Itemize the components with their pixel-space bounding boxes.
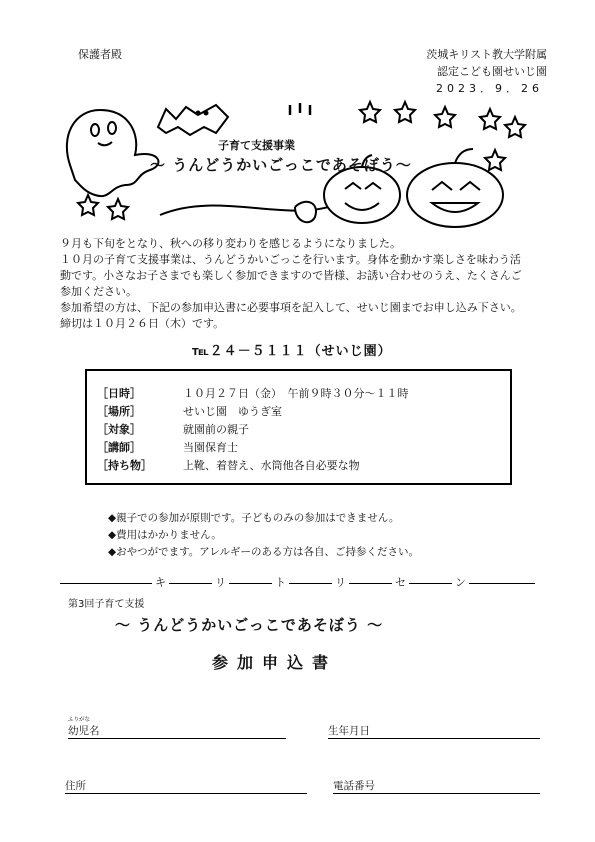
info-value: 就園前の親子 xyxy=(183,423,249,436)
kindergarten-name: 認定こども園せいじ園 xyxy=(437,65,547,78)
issue-date: 2023．9．26 xyxy=(436,82,543,95)
event-subtitle: 子育て支援事業 xyxy=(218,139,295,152)
sparkle-marks xyxy=(290,103,310,115)
event-info-box xyxy=(85,369,512,485)
cut-line-char: セ xyxy=(392,576,409,590)
note-item: ◆おやつがでます。アレルギーのある方は各自、ご持参ください。 xyxy=(108,546,420,558)
info-row-belongings xyxy=(97,459,360,473)
organization-name: 茨城キリスト教大学附属 xyxy=(426,48,547,61)
note-item: ◆親子での参加が原則です。子どものみの参加はできません。 xyxy=(108,512,400,524)
phone-number: ℡２４－５１１１（せいじ園） xyxy=(192,344,392,359)
cut-line-char: リ xyxy=(332,576,349,590)
info-row-instructor xyxy=(97,441,238,455)
event-title: ～ うんどうかいごっこであそぼう～ xyxy=(150,156,412,174)
cut-line-char: リ xyxy=(212,576,229,590)
address-field[interactable] xyxy=(65,793,307,794)
info-label: ［講師］ xyxy=(97,441,141,454)
phone-label: 電話番号 xyxy=(333,780,375,792)
info-label: ［対象］ xyxy=(97,423,141,436)
body-paragraph-line: 参加希望の方は、下記の参加申込書に必要事項を記入して、せいじ園までお申し込み下さい。 xyxy=(60,301,522,314)
address-label: 住所 xyxy=(65,780,86,792)
info-row-place xyxy=(97,405,282,419)
info-value: １０月２７日（金） 午前９時３０分～１１時 xyxy=(183,387,409,400)
body-paragraph-line: 動です。小さなお子さまでも楽しく参加できますので皆様、お誘い合わせのうえ、たくさんご xyxy=(60,269,522,282)
birthdate-label: 生年月日 xyxy=(328,725,370,737)
info-row-datetime xyxy=(97,387,409,401)
info-label: ［場所］ xyxy=(97,405,141,418)
info-value: 上靴、着替え、水筒他各自必要な物 xyxy=(183,459,360,472)
body-paragraph-line: ９月も下旬をとなり、秋への移り変わりを感じるようになりました。 xyxy=(60,237,401,250)
bat-icon xyxy=(158,105,228,135)
info-row-target xyxy=(97,423,249,437)
form-title: ～ うんどうかいごっこであそぼう ～ xyxy=(115,616,384,634)
child-name-ruby: ふりがな xyxy=(68,717,91,723)
body-paragraph-line: 参加ください。 xyxy=(60,285,137,298)
birthdate-field[interactable] xyxy=(328,738,540,739)
form-subtitle: 第3回子育て支援 xyxy=(68,599,145,610)
body-paragraph-line: 締切は１０月２６日（木）です。 xyxy=(60,317,225,330)
cut-line xyxy=(60,576,535,590)
note-item: ◆費用はかかりません。 xyxy=(108,529,222,541)
addressee: 保護者殿 xyxy=(78,48,122,61)
child-name-field[interactable] xyxy=(68,738,286,739)
info-value: 当園保育士 xyxy=(183,441,238,454)
ghost-icon xyxy=(67,110,159,196)
phone-field[interactable] xyxy=(333,793,540,794)
form-heading: 参加申込書 xyxy=(212,653,338,672)
info-value: せいじ園 ゆうぎ室 xyxy=(183,405,282,418)
cut-line-char: キ xyxy=(152,576,169,590)
body-paragraph-line: １０月の子育て支援事業は、うんどうかいごっこを行います。身体を動かす楽しさを味わう活 xyxy=(60,253,521,266)
cut-line-char: ト xyxy=(272,576,289,590)
info-label: ［持ち物］ xyxy=(97,459,152,472)
cut-line-char: ン xyxy=(452,576,469,590)
info-label: ［日時］ xyxy=(97,387,141,400)
child-name-label: 幼児名 xyxy=(68,725,100,737)
